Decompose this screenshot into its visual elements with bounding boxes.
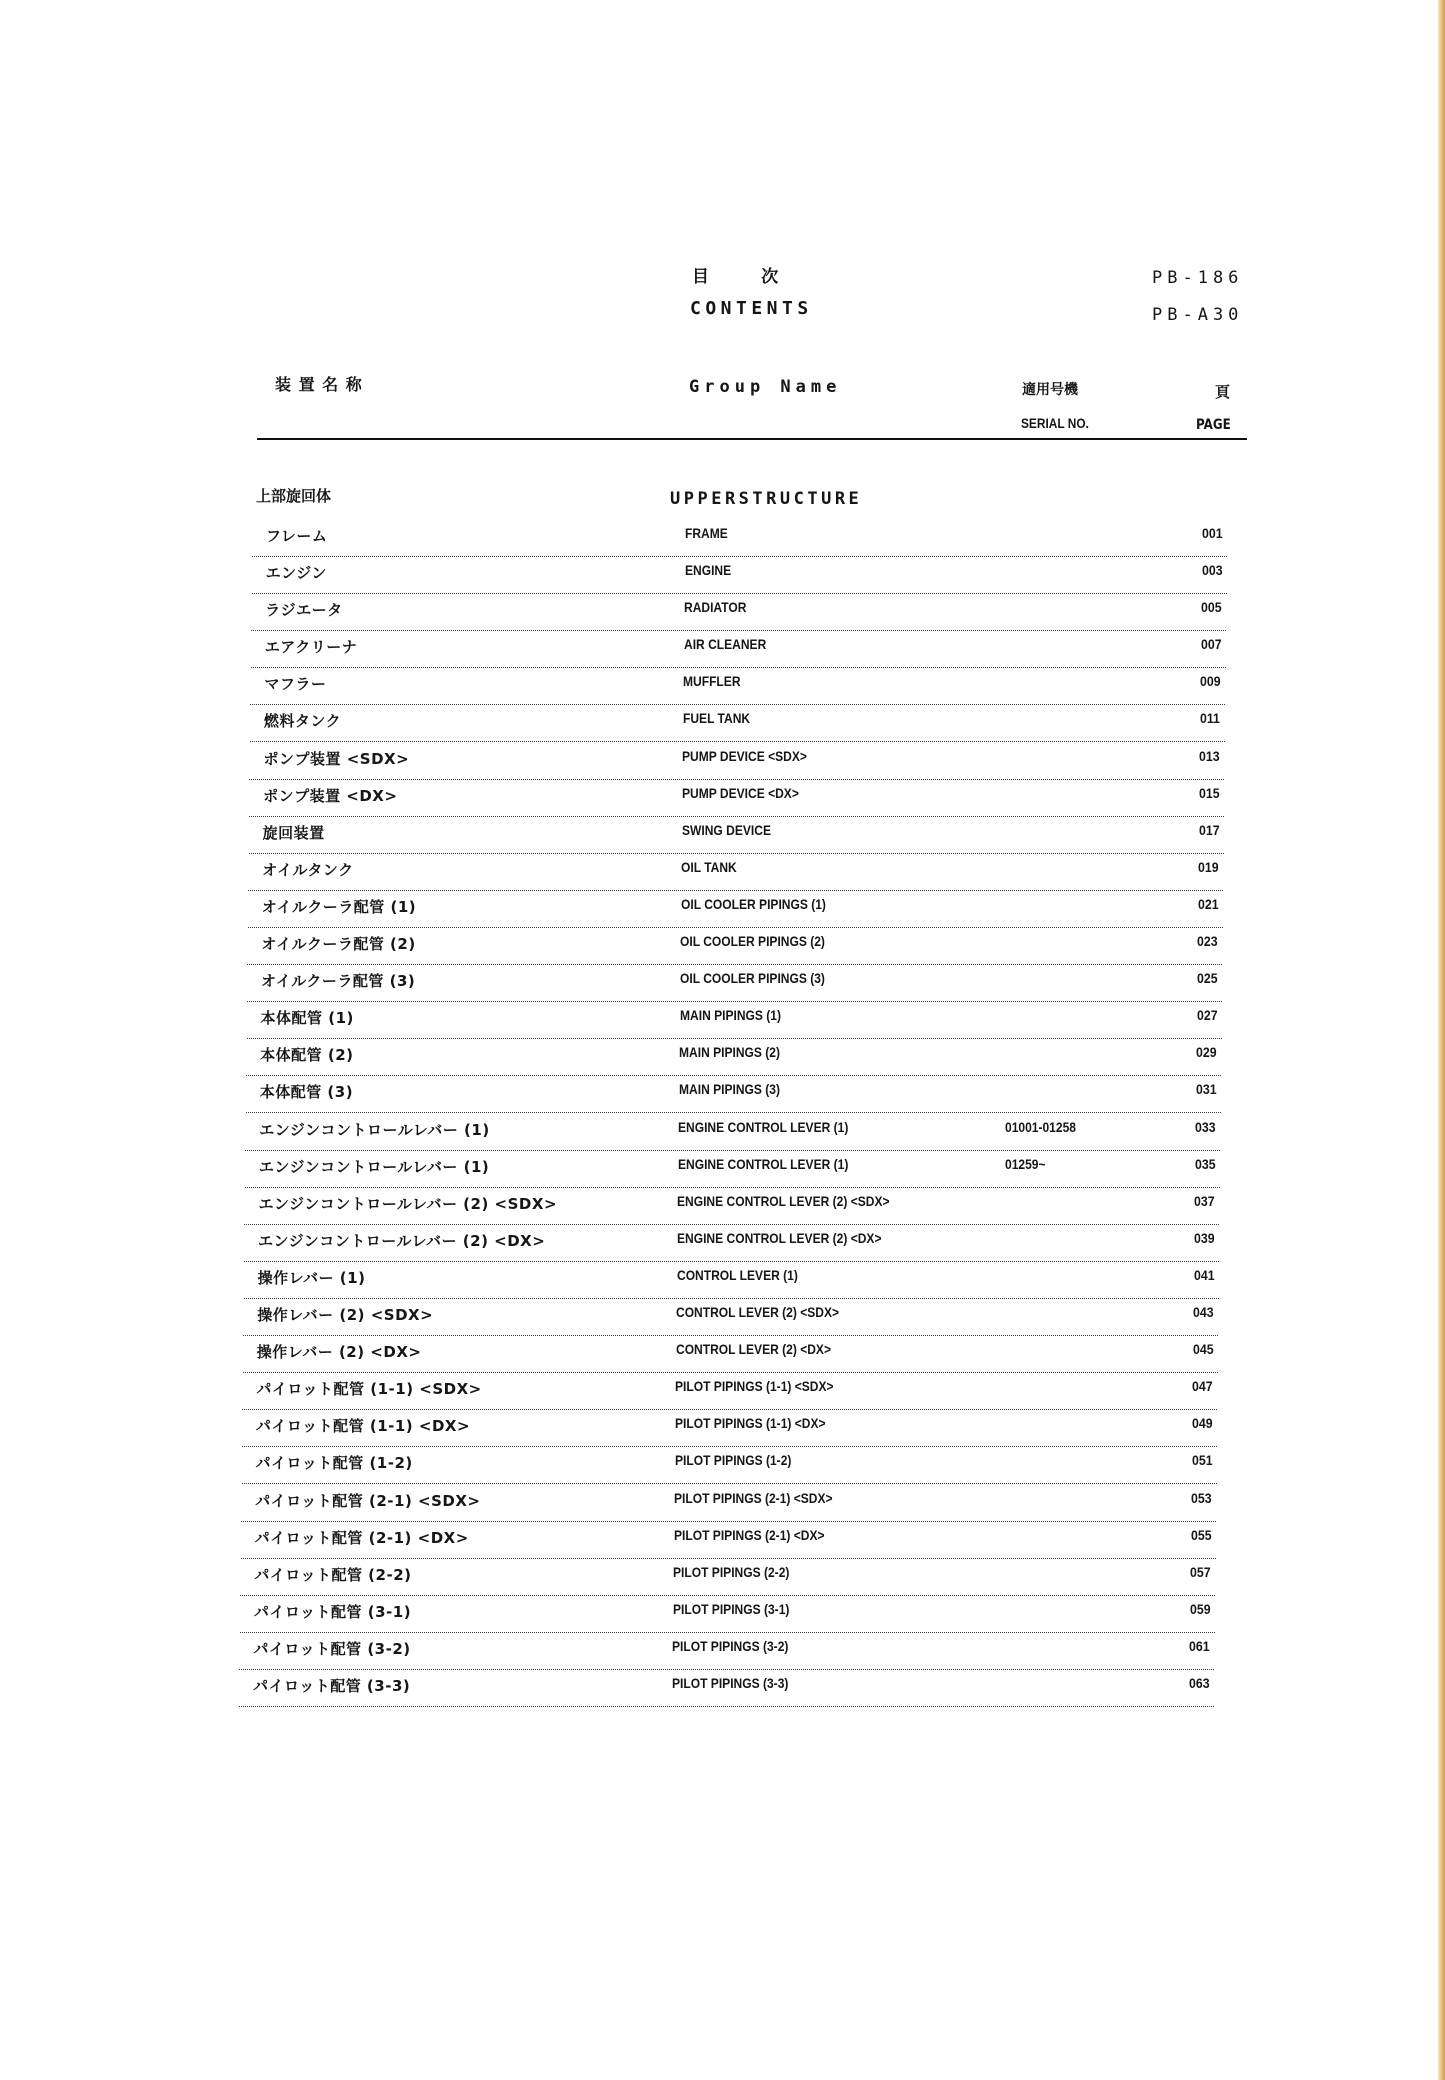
- row-name-jp: オイルクーラ配管 (2): [261, 935, 416, 954]
- row-name-jp: オイルクーラ配管 (1): [261, 897, 417, 916]
- row-page: 019: [1198, 858, 1219, 875]
- row-page: 043: [1193, 1304, 1214, 1321]
- row-page: 015: [1199, 784, 1220, 801]
- row-name-en: RADIATOR: [684, 599, 747, 616]
- row-name-en: PILOT PIPINGS (2-1) <DX>: [673, 1526, 825, 1543]
- row-name-jp: パイロット配管 (2-1) <SDX>: [255, 1491, 481, 1510]
- table-row: [242, 1446, 1217, 1484]
- row-page: 033: [1195, 1118, 1216, 1135]
- row-name-jp: パイロット配管 (1-1) <SDX>: [256, 1380, 482, 1399]
- row-name-jp: 本体配管 (3): [259, 1083, 354, 1102]
- column-header-name-en: Group Name: [689, 377, 842, 397]
- row-name-en: PILOT PIPINGS (3-1): [672, 1600, 790, 1617]
- table-row: [251, 593, 1226, 631]
- row-name-jp: マフラー: [264, 675, 327, 694]
- row-name-en: MAIN PIPINGS (3): [678, 1081, 780, 1098]
- row-name-en: PILOT PIPINGS (1-2): [674, 1452, 791, 1469]
- row-name-jp: フレーム: [266, 527, 328, 545]
- row-page: 009: [1200, 673, 1221, 690]
- row-name-jp: 操作レバー (2) <SDX>: [257, 1306, 434, 1325]
- row-name-jp: ポンプ装置 <DX>: [263, 786, 398, 805]
- row-name-jp: パイロット配管 (3-3): [253, 1677, 411, 1695]
- row-page: 029: [1196, 1044, 1217, 1061]
- row-name-en: OIL COOLER PIPINGS (3): [679, 970, 825, 987]
- row-name-en: OIL COOLER PIPINGS (1): [680, 895, 826, 912]
- row-name-jp: パイロット配管 (3-2): [253, 1639, 411, 1658]
- row-page: 053: [1191, 1489, 1212, 1506]
- row-page: 003: [1201, 562, 1223, 579]
- row-name-jp: エンジン: [265, 564, 327, 583]
- table-row: [243, 1335, 1218, 1373]
- column-header-serial-en: SERIAL NO.: [1021, 415, 1089, 431]
- row-name-en: ENGINE CONTROL LEVER (1): [678, 1118, 849, 1135]
- row-page: 057: [1190, 1563, 1211, 1580]
- table-row: [247, 964, 1222, 1002]
- row-name-jp: パイロット配管 (3-1): [253, 1602, 412, 1621]
- column-header-name-jp: 装 置 名 称: [275, 375, 363, 394]
- row-name-jp: パイロット配管 (2-2): [254, 1565, 412, 1584]
- table-row: [240, 1595, 1215, 1633]
- row-name-en: PILOT PIPINGS (1-1) <SDX>: [675, 1378, 834, 1395]
- column-header-serial-jp: 適用号機: [1022, 382, 1078, 398]
- contents-title-jp: 目 次: [692, 267, 779, 287]
- section-title-jp: 上部旋回体: [256, 487, 332, 505]
- row-page: 049: [1191, 1415, 1213, 1432]
- table-row: [240, 1558, 1215, 1596]
- row-name-jp: オイルタンク: [262, 860, 354, 879]
- table-row: [241, 1521, 1216, 1559]
- row-name-en: SWING DEVICE: [681, 821, 771, 838]
- row-name-en: CONTROL LEVER (2) <DX>: [675, 1341, 831, 1358]
- row-name-jp: ラジエータ: [265, 601, 343, 620]
- row-name-jp: パイロット配管 (1-2): [255, 1454, 413, 1473]
- row-page: 047: [1192, 1378, 1213, 1395]
- row-page: 025: [1196, 970, 1218, 987]
- table-row: [244, 1261, 1219, 1299]
- row-page: 031: [1195, 1081, 1217, 1098]
- table-row: [244, 1187, 1219, 1225]
- row-page: 027: [1196, 1007, 1218, 1024]
- table-row: [247, 1001, 1222, 1039]
- table-row: [244, 1224, 1219, 1262]
- row-serial: 01001-01258: [1005, 1118, 1077, 1135]
- row-name-en: FUEL TANK: [682, 710, 751, 727]
- table-row: [251, 630, 1226, 668]
- table-row: [250, 667, 1225, 705]
- row-name-en: PILOT PIPINGS (3-3): [672, 1675, 789, 1691]
- table-row: [242, 1372, 1217, 1410]
- row-name-en: FRAME: [685, 525, 728, 541]
- document-code-2: PB-A30: [1152, 305, 1244, 325]
- document-code-1: PB-186: [1152, 268, 1244, 288]
- table-row: [239, 1669, 1214, 1707]
- row-name-jp: パイロット配管 (2-1) <DX>: [254, 1528, 469, 1547]
- row-name-en: PILOT PIPINGS (3-2): [672, 1637, 789, 1654]
- row-name-en: PUMP DEVICE <DX>: [682, 784, 799, 801]
- table-row: [245, 1113, 1220, 1151]
- column-header-page-en: PAGE: [1196, 417, 1231, 433]
- table-row: [243, 1298, 1218, 1336]
- row-name-jp: 操作レバー (1): [257, 1268, 366, 1287]
- table-row: [246, 1038, 1221, 1076]
- column-header-page-jp: 頁: [1215, 383, 1231, 401]
- row-name-jp: エンジンコントロールレバー (1): [258, 1157, 490, 1176]
- table-row: [249, 779, 1224, 817]
- row-page: 051: [1191, 1452, 1213, 1469]
- row-name-en: PUMP DEVICE <SDX>: [682, 747, 808, 764]
- row-name-en: MAIN PIPINGS (2): [679, 1044, 781, 1061]
- table-row: [249, 816, 1224, 854]
- row-serial: 01259~: [1004, 1155, 1046, 1172]
- row-page: 037: [1194, 1192, 1215, 1209]
- row-name-en: CONTROL LEVER (1): [676, 1266, 798, 1283]
- row-name-en: PILOT PIPINGS (2-2): [673, 1563, 790, 1580]
- table-row: [248, 853, 1223, 891]
- row-page: 001: [1202, 525, 1223, 541]
- row-page: 045: [1192, 1341, 1214, 1358]
- row-name-en: PILOT PIPINGS (1-1) <DX>: [674, 1415, 826, 1432]
- row-page: 011: [1199, 710, 1220, 727]
- row-page: 039: [1194, 1229, 1215, 1246]
- row-page: 013: [1199, 747, 1221, 764]
- row-name-jp: エアクリーナ: [264, 638, 358, 657]
- row-name-jp: パイロット配管 (1-1) <DX>: [255, 1417, 471, 1436]
- row-page: 017: [1198, 821, 1220, 838]
- table-row: [239, 1632, 1214, 1670]
- row-name-jp: 本体配管 (1): [260, 1009, 354, 1028]
- table-row: [252, 556, 1227, 594]
- row-name-en: CONTROL LEVER (2) <SDX>: [676, 1304, 840, 1321]
- row-name-jp: ポンプ装置 <SDX>: [263, 749, 410, 768]
- row-name-en: MAIN PIPINGS (1): [679, 1007, 781, 1024]
- section-title-en: UPPERSTRUCTURE: [670, 489, 863, 509]
- table-row: [249, 742, 1224, 780]
- table-row: [245, 1150, 1220, 1188]
- table-row: [252, 519, 1227, 557]
- row-name-en: MUFFLER: [683, 673, 741, 690]
- row-name-jp: 燃料タンク: [263, 712, 342, 731]
- row-name-en: ENGINE: [684, 562, 731, 579]
- row-name-jp: 本体配管 (2): [260, 1046, 354, 1065]
- row-name-en: AIR CLEANER: [683, 636, 767, 653]
- row-name-jp: エンジンコントロールレバー (2) <SDX>: [258, 1194, 558, 1213]
- row-page: 021: [1197, 895, 1219, 912]
- row-page: 023: [1197, 933, 1218, 950]
- row-name-jp: エンジンコントロールレバー (1): [259, 1120, 490, 1139]
- table-row: [247, 927, 1222, 965]
- row-name-en: ENGINE CONTROL LEVER (1): [677, 1155, 849, 1172]
- row-page: 061: [1189, 1637, 1210, 1654]
- row-page: 063: [1189, 1675, 1210, 1691]
- row-page: 005: [1201, 599, 1222, 616]
- row-page: 041: [1193, 1266, 1215, 1283]
- table-row: [248, 890, 1223, 928]
- row-page: 055: [1190, 1526, 1212, 1543]
- row-page: 007: [1200, 636, 1222, 653]
- table-row: [241, 1484, 1216, 1522]
- row-name-en: ENGINE CONTROL LEVER (2) <SDX>: [677, 1192, 890, 1209]
- table-row: [242, 1409, 1217, 1447]
- table-row: [246, 1075, 1221, 1113]
- row-page: 035: [1194, 1155, 1216, 1172]
- row-name-jp: オイルクーラ配管 (3): [260, 972, 416, 991]
- contents-title-en: CONTENTS: [690, 298, 813, 319]
- row-name-en: ENGINE CONTROL LEVER (2) <DX>: [677, 1229, 882, 1246]
- row-name-en: OIL COOLER PIPINGS (2): [680, 933, 826, 950]
- row-name-en: OIL TANK: [681, 858, 737, 875]
- row-name-en: PILOT PIPINGS (2-1) <SDX>: [674, 1489, 833, 1506]
- row-page: 059: [1189, 1600, 1211, 1617]
- row-name-jp: 操作レバー (2) <DX>: [256, 1343, 422, 1362]
- row-name-jp: エンジンコントロールレバー (2) <DX>: [258, 1231, 546, 1250]
- row-name-jp: 旋回装置: [262, 823, 325, 842]
- table-row: [250, 704, 1225, 742]
